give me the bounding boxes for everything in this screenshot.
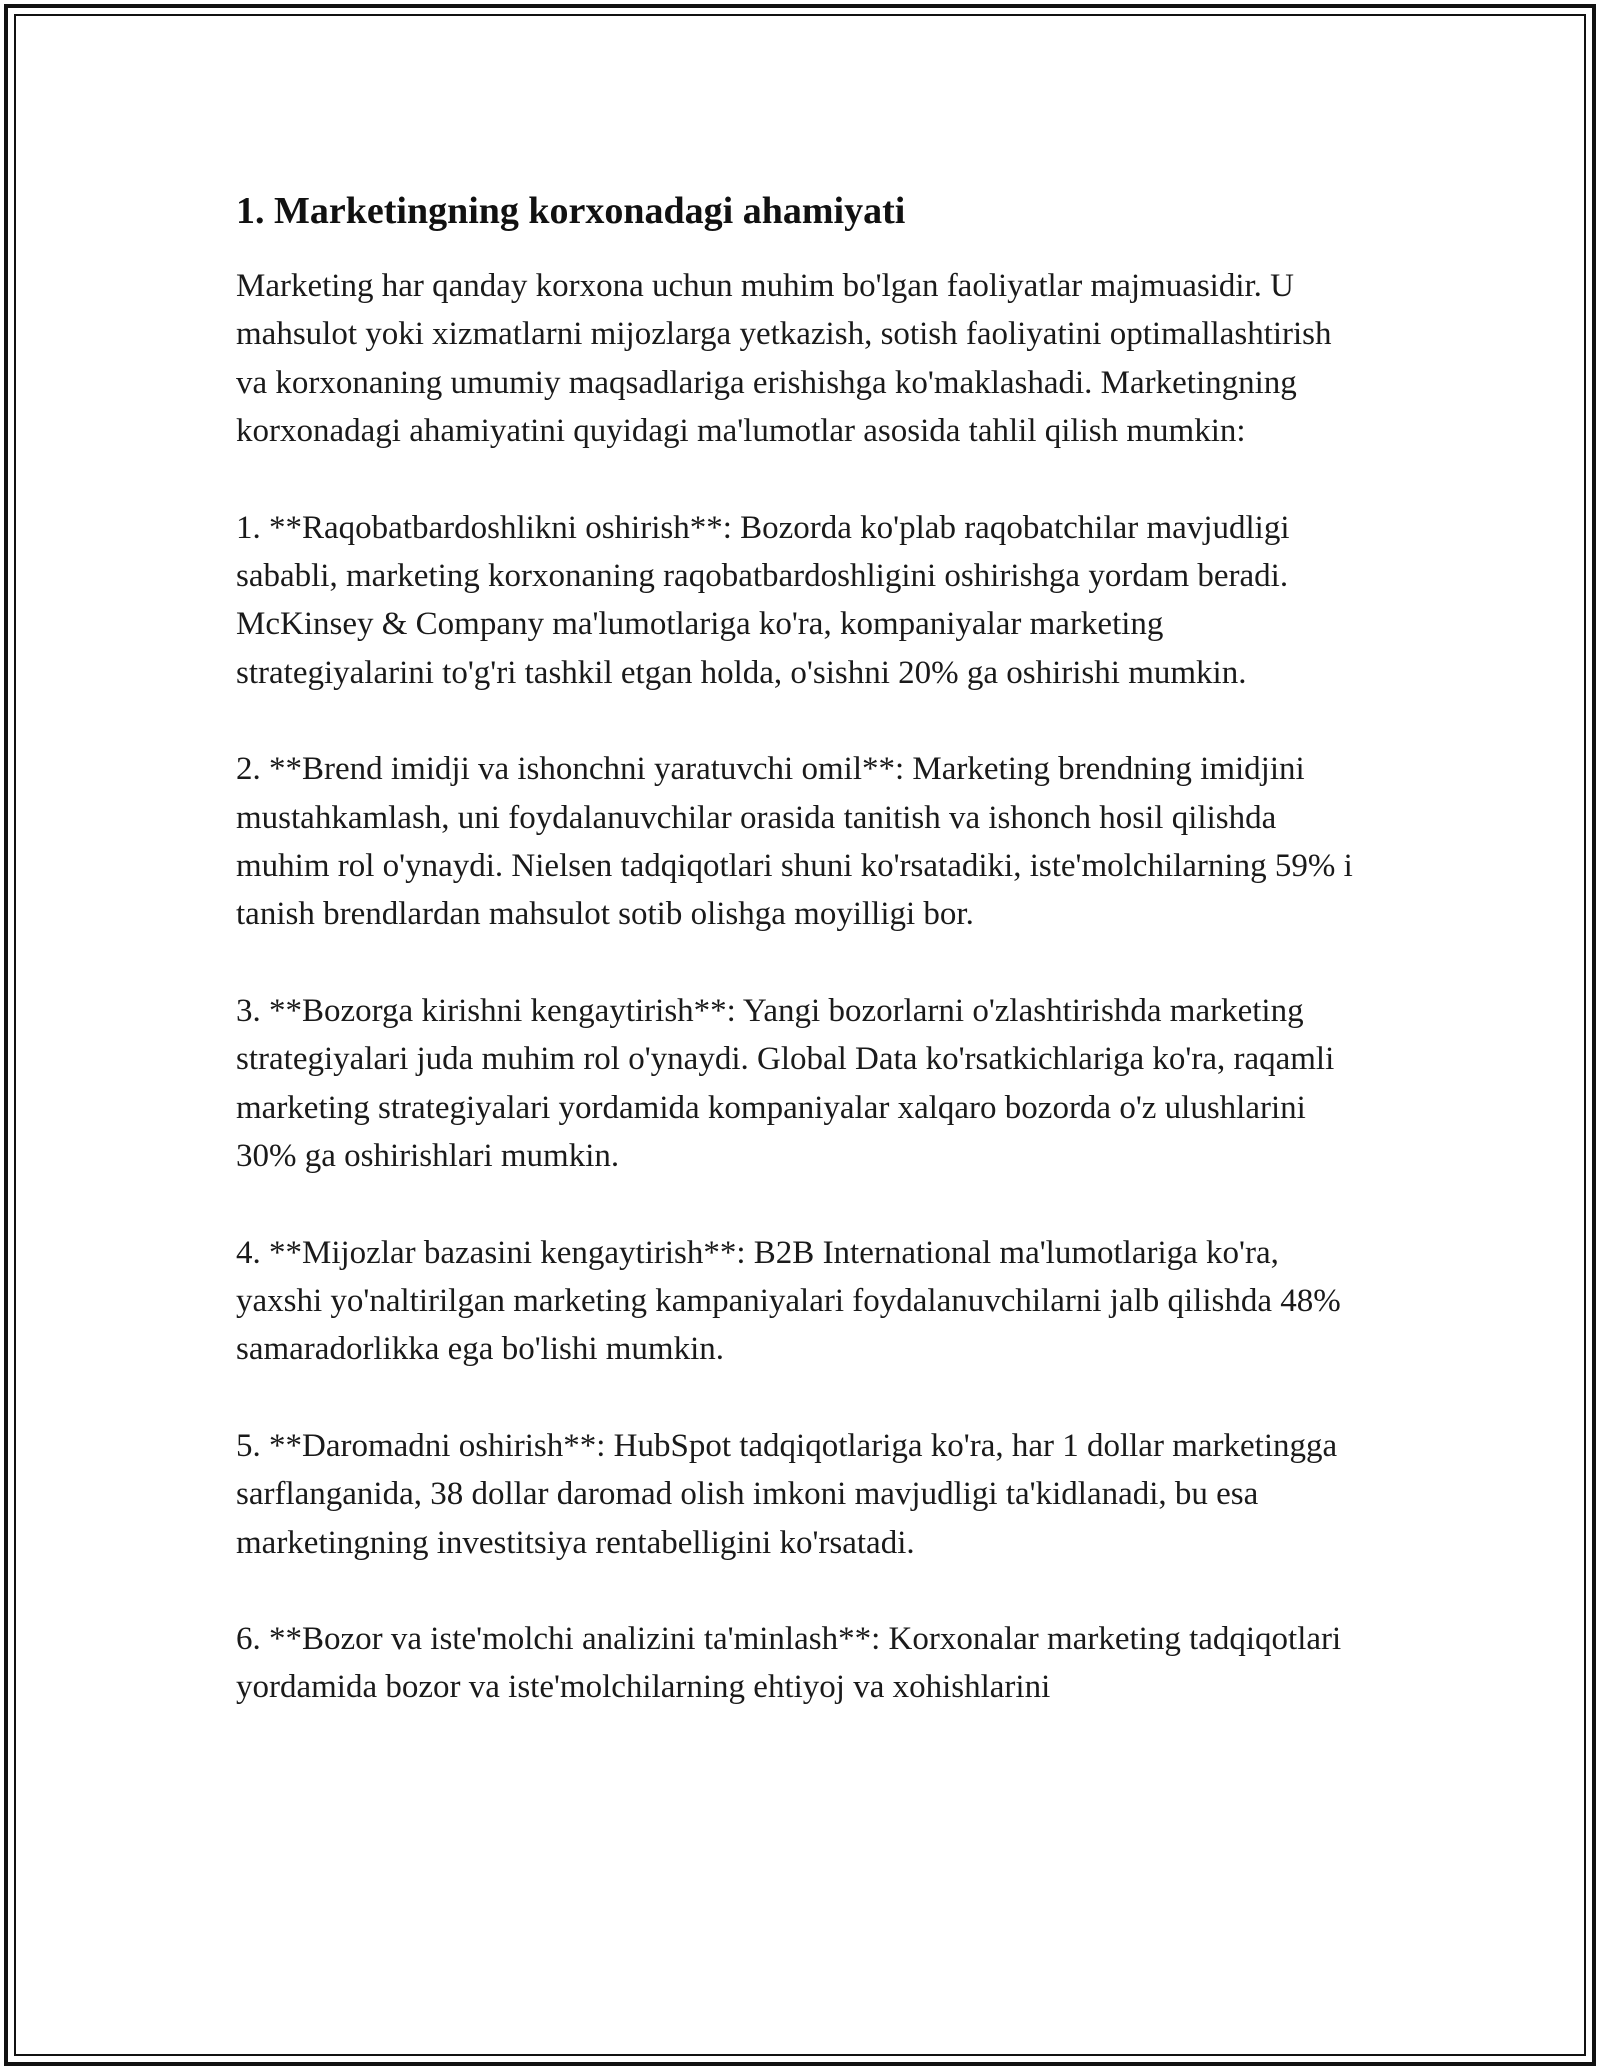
list-item-1: 1. **Raqobatbardoshlikni oshirish**: Bozorda ko'plab raqobatchilar mavjudligi sababli, marketing korxonaning raqobatbardoshligini oshirishga yordam beradi. McKinsey & Company ma'lumotlariga ko'ra, kompaniyalar marketing strategiyalarini to'g'ri tashkil etgan holda, o'sishni 20% ga oshirishi mumkin. [236,509,1290,691]
document-body [236,186,1366,1760]
section-heading: 1. Marketingning korxonadagi ahamiyati [236,190,906,232]
intro-paragraph: Marketing har qanday korxona uchun muhim bo'lgan faoliyatlar majmuasidir. U mahsulot yoki xizmatlarni mijozlarga yetkazish, sotish faoliyatini optimallashtirish va korxonaning umumiy maqsadlariga erishishga ko'maklashadi. Marketingning korxonadagi ahamiyatini quyidagi ma'lumotlar asosida tahlil qilish mumkin: [236,268,1332,450]
list-item-4: 4. **Mijozlar bazasini kengaytirish**: B2B International ma'lumotlariga ko'ra, yaxshi yo'naltirilgan marketing kampaniyalari foydalanuvchilarni jalb qilishda 48% samaradorlikka ega bo'lishi mumkin. [236,1234,1341,1368]
list-item-2: 2. **Brend imidji va ishonchni yaratuvchi omil**: Marketing brendning imidjini mustahkamlash, uni foydalanuvchilar orasida tanitish va ishonch hosil qilishda muhim rol o'ynaydi. Nielsen tadqiqotlari shuni ko'rsatadiki, iste'molchilarning 59% i tanish brendlardan mahsulot sotib olishga moyilligi bor. [236,751,1353,933]
list-item-6: 6. **Bozor va iste'molchi analizini ta'minlash**: Korxonalar marketing tadqiqotlari yordamida bozor va iste'molchilarning ehtiyoj va xohishlarini [236,1620,1342,1706]
list-item-5: 5. **Daromadni oshirish**: HubSpot tadqiqotlariga ko'ra, har 1 dollar marketingga sarflanganida, 38 dollar daromad olish imkoni mavjudligi ta'kidlanadi, bu esa marketingning investitsiya rentabelligini ko'rsatadi. [236,1427,1338,1561]
list-item-3: 3. **Bozorga kirishni kengaytirish**: Yangi bozorlarni o'zlashtirishda marketing strategiyalari juda muhim rol o'ynaydi. Global Data ko'rsatkichlariga ko'ra, raqamli marketing strategiyalari yordamida kompaniyalar xalqaro bozorda o'z ulushlarini 30% ga oshirishlari mumkin. [236,992,1335,1175]
